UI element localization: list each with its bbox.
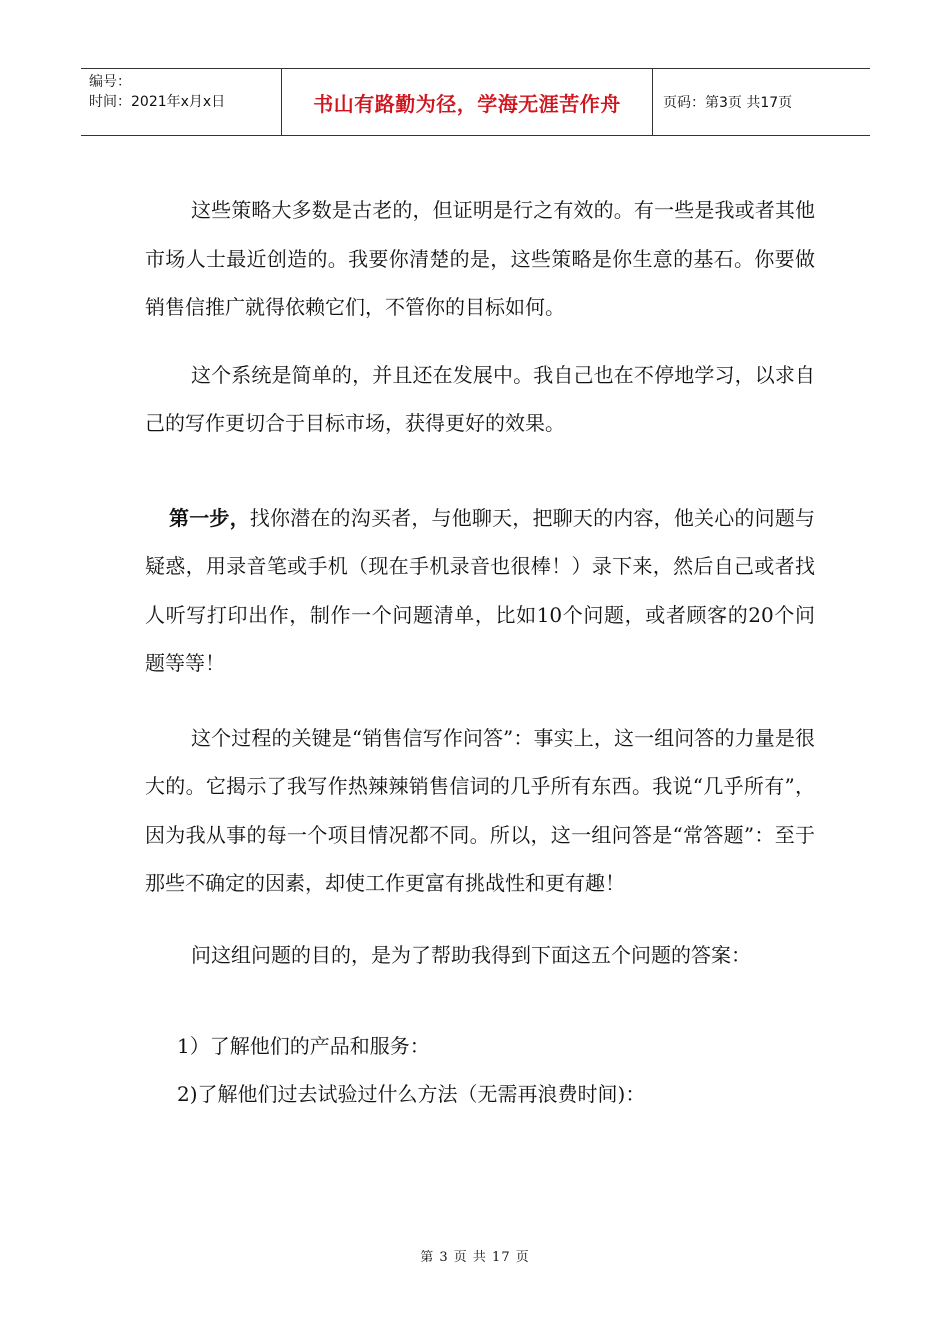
document-body xyxy=(145,186,815,1118)
list-item-2: 2)了解他们过去试验过什么方法（无需再浪费时间)： xyxy=(177,1082,646,1106)
paragraph-1: 这些策略大多数是古老的，但证明是行之有效的。有一些是我或者其他市场人士最近创造的。我要你清楚的是，这些策略是你生意的基石。你要做销售信推广就得依赖它们，不管你的目标如何。 xyxy=(145,198,815,319)
number-label: 编号： xyxy=(89,74,131,90)
header-meta xyxy=(81,69,282,135)
page-footer: 第 3 页 共 17 页 xyxy=(420,1250,530,1265)
paragraph-3 xyxy=(145,494,815,688)
page-header xyxy=(81,68,870,136)
step-one-label: 第一步， xyxy=(169,505,250,530)
paragraph-4: 这个过程的关键是“销售信写作问答”：事实上，这一组问答的力量是很大的。它揭示了我写作热辣辣销售信词的几乎所有东西。我说“几乎所有”，因为我从事的每一个项目情况都不同。所以，这一组问答是“常答题”：至于那些不确定的因素，却使工作更富有挑战性和更有趣！ xyxy=(145,725,815,895)
date-label: 时间：2021年x月x日 xyxy=(89,94,226,110)
list-item-1: 1）了解他们的产品和服务： xyxy=(177,1034,430,1058)
paragraph-3-text: 找你潜在的沟买者，与他聊天，把聊天的内容，他关心的问题与疑惑，用录音笔或手机（现在手机录音也很棒！）录下来，然后自己或者找人听写打印出作，制作一个问题清单，比如10个问题，或者顾客的20个问题等等！ xyxy=(145,505,816,675)
paragraph-5: 问这组问题的目的，是为了帮助我得到下面这五个问题的答案： xyxy=(191,942,751,967)
header-motto: 书山有路勤为径，学海无涯苦作舟 xyxy=(282,69,653,135)
header-page-info: 页码：第3页 共17页 xyxy=(663,95,793,111)
paragraph-2: 这个系统是简单的，并且还在发展中。我自己也在不停地学习，以求自己的写作更切合于目标市场，获得更好的效果。 xyxy=(145,362,815,435)
